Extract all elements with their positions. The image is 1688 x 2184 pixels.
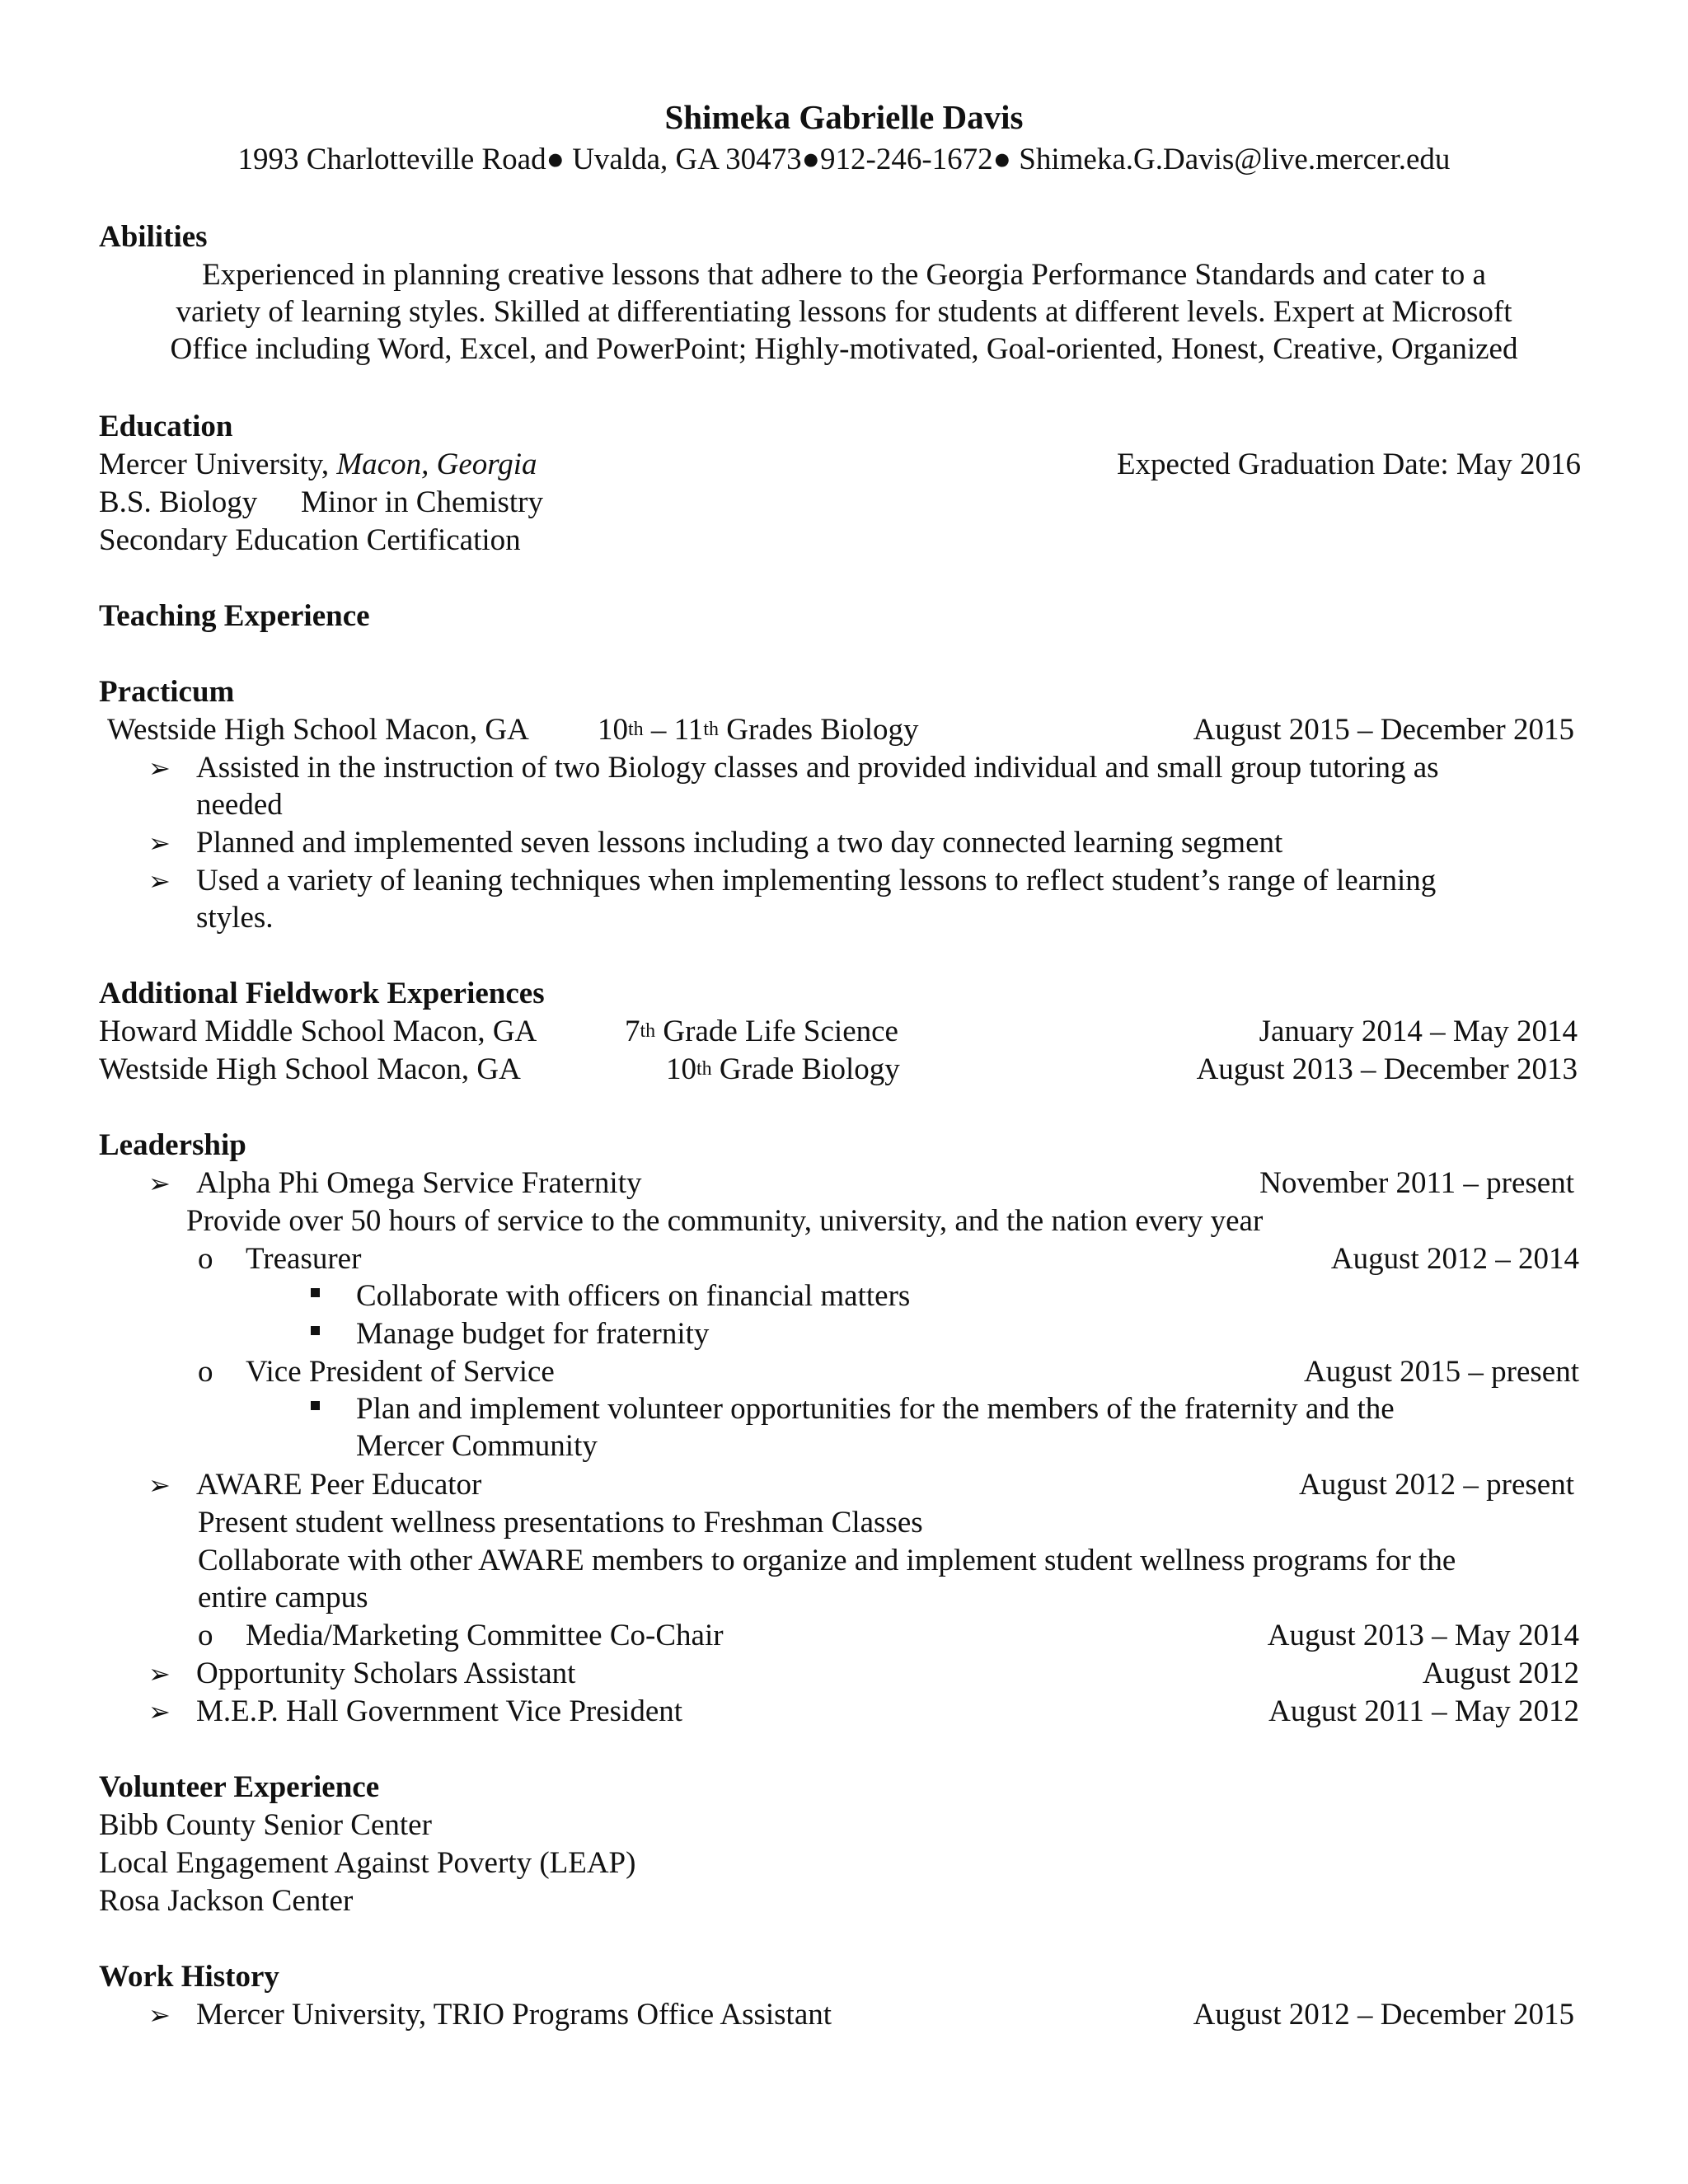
arrow-bullet-icon: ➢ [148, 1659, 171, 1689]
aware-dates: August 2012 – present [1299, 1468, 1574, 1502]
fieldwork-heading: Additional Fieldwork Experiences [99, 977, 545, 1010]
fieldwork-row-2-grade [666, 1052, 900, 1091]
aware-desc-3: entire campus [198, 1581, 368, 1615]
practicum-bullet-3-line-2: styles. [196, 901, 274, 935]
fieldwork-row-1-grade [625, 1014, 898, 1053]
square-bullet-icon [311, 1326, 320, 1335]
apo-title: Alpha Phi Omega Service Fraternity [196, 1166, 642, 1200]
osa-dates: August 2012 [1422, 1657, 1579, 1690]
grade-sup: th [640, 1020, 656, 1042]
square-bullet-icon [311, 1288, 320, 1297]
resume-name: Shimeka Gabrielle Davis [664, 98, 1024, 136]
arrow-bullet-icon: ➢ [148, 2000, 171, 2030]
square-bullet-icon [311, 1401, 320, 1410]
media-dates: August 2013 – May 2014 [1267, 1619, 1579, 1652]
circle-bullet-icon: o [198, 1242, 213, 1276]
arrow-bullet-icon: ➢ [148, 753, 171, 783]
volunteer-item-1: Bibb County Senior Center [99, 1808, 432, 1842]
grade-end-sup: th [703, 719, 719, 740]
work-job: Mercer University, TRIO Programs Office Assistant [196, 1998, 832, 2032]
volunteer-heading: Volunteer Experience [99, 1770, 380, 1804]
mep-dates: August 2011 – May 2012 [1268, 1694, 1579, 1728]
grade-start: 10 [598, 713, 628, 747]
degree: B.S. Biology [99, 485, 258, 519]
minor: Minor in Chemistry [301, 485, 543, 519]
arrow-bullet-icon: ➢ [148, 1169, 171, 1198]
apo-description: Provide over 50 hours of service to the community, university, and the nation every year [186, 1204, 1264, 1238]
abilities-heading: Abilities [99, 220, 208, 254]
school-location: Macon, Georgia [336, 448, 537, 481]
grade-subject: Grade Life Science [655, 1015, 898, 1048]
teaching-heading: Teaching Experience [99, 599, 370, 633]
grade-subject: Grades Biology [718, 713, 919, 747]
fieldwork-row-1-school: Howard Middle School Macon, GA [99, 1015, 537, 1048]
practicum-bullet-1-line-1: Assisted in the instruction of two Biology classes and provided individual and small group tutoring as [196, 751, 1439, 785]
practicum-school: Westside High School Macon, GA [107, 713, 529, 747]
treasurer-title: Treasurer [246, 1242, 362, 1276]
arrow-bullet-icon: ➢ [148, 1697, 171, 1727]
grade-number: 7 [625, 1015, 640, 1048]
practicum-heading: Practicum [99, 675, 235, 709]
arrow-bullet-icon: ➢ [148, 866, 171, 896]
treasurer-dates: August 2012 – 2014 [1330, 1242, 1579, 1276]
grade-sup: th [696, 1058, 712, 1080]
practicum-bullet-2: Planned and implemented seven lessons including a two day connected learning segment [196, 826, 1283, 860]
work-dates: August 2012 – December 2015 [1193, 1998, 1574, 2032]
practicum-dates: August 2015 – December 2015 [1193, 713, 1574, 747]
treasurer-item-2: Manage budget for fraternity [356, 1317, 710, 1351]
education-school [99, 447, 537, 483]
grade-start-sup: th [628, 719, 644, 740]
arrow-bullet-icon: ➢ [148, 828, 171, 858]
education-heading: Education [99, 410, 233, 443]
vp-item-line-1: Plan and implement volunteer opportunities for the members of the fraternity and the [356, 1392, 1395, 1426]
grade-number: 10 [666, 1052, 696, 1086]
vp-item-line-2: Mercer Community [356, 1429, 598, 1463]
abilities-line-1: Experienced in planning creative lessons that adhere to the Georgia Performance Standards and cater to a [202, 258, 1486, 292]
treasurer-item-1: Collaborate with officers on financial matters [356, 1279, 911, 1313]
arrow-bullet-icon: ➢ [148, 1470, 171, 1500]
practicum-grades [598, 712, 919, 752]
fieldwork-row-2-dates: August 2013 – December 2013 [1196, 1052, 1578, 1086]
media-title: Media/Marketing Committee Co-Chair [246, 1619, 724, 1652]
abilities-line-2: variety of learning styles. Skilled at differentiating lessons for students at different levels. Expert at Microsoft [176, 295, 1512, 329]
volunteer-item-3: Rosa Jackson Center [99, 1884, 354, 1918]
graduation-date: Expected Graduation Date: May 2016 [1116, 448, 1581, 481]
osa-title: Opportunity Scholars Assistant [196, 1657, 576, 1690]
circle-bullet-icon: o [198, 1619, 213, 1652]
practicum-bullet-1-line-2: needed [196, 788, 283, 822]
contact-line: 1993 Charlotteville Road● Uvalda, GA 30473●912-246-1672● Shimeka.G.Davis@live.mercer.edu [237, 143, 1451, 176]
mep-title: M.E.P. Hall Government Vice President [196, 1694, 683, 1728]
work-heading: Work History [99, 1960, 279, 1994]
aware-desc-1: Present student wellness presentations to Freshman Classes [198, 1506, 923, 1540]
volunteer-item-2: Local Engagement Against Poverty (LEAP) [99, 1846, 636, 1880]
vp-dates: August 2015 – present [1304, 1355, 1579, 1389]
certification: Secondary Education Certification [99, 523, 521, 557]
leadership-heading: Leadership [99, 1128, 246, 1162]
fieldwork-row-2-school: Westside High School Macon, GA [99, 1052, 521, 1086]
grade-subject: Grade Biology [711, 1052, 900, 1086]
grade-mid: – 11 [643, 713, 704, 747]
vp-title: Vice President of Service [246, 1355, 555, 1389]
aware-desc-2: Collaborate with other AWARE members to organize and implement student wellness programs for the [198, 1544, 1456, 1577]
fieldwork-row-1-dates: January 2014 – May 2014 [1259, 1015, 1578, 1048]
apo-dates: November 2011 – present [1259, 1166, 1574, 1200]
aware-title: AWARE Peer Educator [196, 1468, 482, 1502]
circle-bullet-icon: o [198, 1355, 213, 1389]
school-name: Mercer University, [99, 448, 330, 481]
practicum-bullet-3-line-1: Used a variety of leaning techniques when implementing lessons to reflect student’s range of learning [196, 864, 1437, 898]
abilities-line-3: Office including Word, Excel, and PowerPoint; Highly-motivated, Goal-oriented, Honest, Creative, Organized [170, 332, 1518, 366]
